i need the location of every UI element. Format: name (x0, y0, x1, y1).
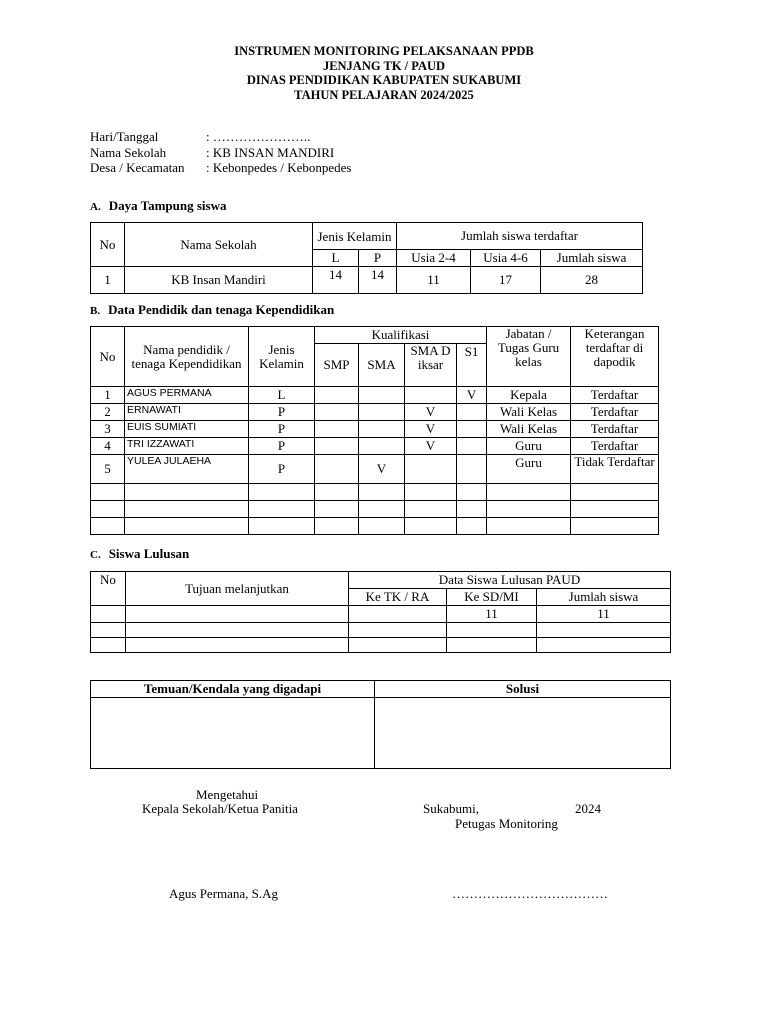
table-row: 1 KB Insan Mandiri 14 14 11 17 28 (91, 267, 643, 294)
table-row: 5 YULEA JULAEHA P V Guru Tidak Terdaftar (91, 455, 659, 484)
table-row: 3 EUIS SUMIATI P V Wali Kelas Terdaftar (91, 421, 659, 438)
table-row (91, 501, 659, 518)
nama-petugas: ……………………………… (452, 886, 608, 901)
kota-text: Sukabumi, (423, 801, 479, 816)
temuan-cell (91, 698, 375, 769)
header-jenis-kelamin: Jenis Kelamin (249, 327, 315, 387)
header-temuan: Temuan/Kendala yang digadapi (91, 681, 375, 698)
header-sma-diksar: SMA Diksar (405, 344, 457, 387)
header-ke-sd: Ke SD/MI (447, 589, 537, 606)
table-row: 11 11 (91, 606, 671, 623)
section-c-heading: C. Siswa Lulusan (90, 546, 190, 561)
table-row: 2 ERNAWATI P V Wali Kelas Terdaftar (91, 404, 659, 421)
info-block (90, 129, 352, 176)
table-temuan-solusi (90, 680, 671, 769)
desa-value: : Kebonpedes / Kebonpedes (206, 160, 352, 175)
table-row: 4 TRI IZZAWATI P V Guru Terdaftar (91, 438, 659, 455)
title-line-2: JENJANG TK / PAUD (322, 58, 446, 73)
header-kualifikasi: Kualifikasi (315, 327, 487, 344)
header-l: L (313, 250, 359, 267)
header-usia-4-6: Usia 4-6 (471, 250, 541, 267)
header-sma: SMA (359, 344, 405, 387)
solusi-cell (375, 698, 671, 769)
table-row (91, 484, 659, 501)
section-b-heading: B. Data Pendidik dan tenaga Kependidikan (90, 302, 335, 317)
hari-label: Hari/Tanggal (90, 129, 159, 144)
header-ke-tk: Ke TK / RA (349, 589, 447, 606)
header-nama-pendidik: Nama pendidik / tenaga Kependidikan (125, 327, 249, 387)
header-tujuan: Tujuan melanjutkan (126, 572, 349, 606)
table-row (91, 518, 659, 535)
nama-kepala: Agus Permana, S.Ag (169, 886, 279, 901)
table-daya-tampung (90, 222, 643, 294)
petugas-text: Petugas Monitoring (455, 816, 558, 831)
sekolah-label: Nama Sekolah (90, 144, 167, 160)
document-title (0, 44, 768, 102)
table-row: 1 AGUS PERMANA L V Kepala Terdaftar (91, 387, 659, 404)
hari-value: : ………………….. (206, 129, 311, 144)
header-smp: SMP (315, 344, 359, 387)
header-data-lulusan: Data Siswa Lulusan PAUD (349, 572, 671, 589)
mengetahui-text: Mengetahui (196, 787, 259, 802)
header-jumlah: Jumlah siswa (537, 589, 671, 606)
header-no: No (91, 572, 126, 606)
header-s1: S1 (457, 344, 487, 387)
header-p: P (359, 250, 397, 267)
header-total: Jumlah siswa (541, 250, 643, 267)
title-line-3: DINAS PENDIDIKAN KABUPATEN SUKABUMI (246, 73, 522, 87)
table-siswa-lulusan (90, 571, 671, 653)
header-no: No (91, 223, 125, 267)
header-usia-2-4: Usia 2-4 (397, 250, 471, 267)
tahun-text: 2024 (575, 801, 601, 816)
table-pendidik (90, 326, 659, 535)
header-keterangan: Keterangan terdaftar di dapodik (571, 327, 659, 387)
kepala-sekolah-text: Kepala Sekolah/Ketua Panitia (142, 801, 298, 816)
header-jumlah-siswa: Jumlah siswa terdaftar (397, 223, 643, 250)
sekolah-value: : KB INSAN MANDIRI (206, 144, 335, 160)
title-line-1: INSTRUMEN MONITORING PELAKSANAAN PPDB (234, 44, 534, 58)
header-solusi: Solusi (375, 681, 671, 698)
title-line-4: TAHUN PELAJARAN 2024/2025 (294, 87, 474, 102)
desa-label: Desa / Kecamatan (90, 160, 185, 175)
table-row (91, 623, 671, 638)
header-no: No (91, 327, 125, 387)
table-row (91, 638, 671, 653)
header-jenis-kelamin: Jenis Kelamin (313, 223, 397, 250)
header-jabatan: Jabatan / Tugas Guru kelas (487, 327, 571, 387)
section-a-heading: A. Daya Tampung siswa (90, 198, 227, 213)
header-nama-sekolah: Nama Sekolah (125, 223, 313, 267)
